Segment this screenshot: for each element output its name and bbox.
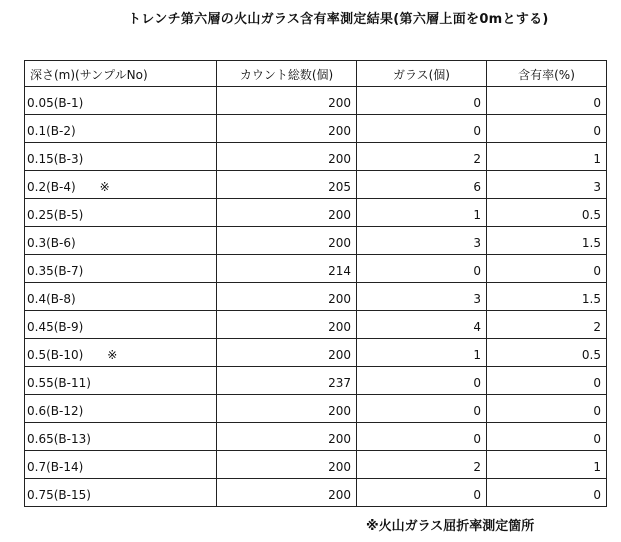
header-rate: 含有率(%): [487, 61, 607, 87]
depth-label: 0.05(B-1): [27, 96, 84, 110]
depth-label: 0.25(B-5): [27, 208, 84, 222]
depth-label: 0.15(B-3): [27, 152, 84, 166]
count-cell: 200: [217, 395, 357, 423]
rate-cell: 2: [487, 311, 607, 339]
count-cell: 237: [217, 367, 357, 395]
rate-cell: 0: [487, 423, 607, 451]
table-row: [25, 199, 607, 227]
table-row: [25, 283, 607, 311]
glass-cell: 1: [357, 199, 487, 227]
table-row: [25, 367, 607, 395]
depth-cell: [25, 283, 217, 311]
depth-cell: [25, 451, 217, 479]
count-cell: 200: [217, 423, 357, 451]
rate-cell: 0: [487, 395, 607, 423]
count-cell: 200: [217, 311, 357, 339]
glass-cell: 3: [357, 227, 487, 255]
header-count: カウント総数(個): [217, 61, 357, 87]
header-depth: 深さ(m)(サンプルNo): [25, 61, 217, 87]
table-row: [25, 255, 607, 283]
depth-cell: [25, 171, 217, 199]
table-row: [25, 171, 607, 199]
count-cell: 200: [217, 339, 357, 367]
depth-label: 0.35(B-7): [27, 264, 84, 278]
glass-cell: 2: [357, 143, 487, 171]
depth-label: 0.55(B-11): [27, 376, 91, 390]
glass-cell: 0: [357, 255, 487, 283]
header-row: [25, 61, 607, 87]
glass-cell: 1: [357, 339, 487, 367]
rate-cell: 0.5: [487, 199, 607, 227]
page-title: トレンチ第六層の火山ガラス含有率測定結果(第六層上面を0mとする): [128, 12, 549, 27]
count-cell: 200: [217, 451, 357, 479]
count-cell: 205: [217, 171, 357, 199]
count-cell: 200: [217, 227, 357, 255]
refraction-mark: ※: [107, 348, 118, 362]
table-row: [25, 87, 607, 115]
depth-label: 0.4(B-8): [27, 292, 76, 306]
count-cell: 200: [217, 115, 357, 143]
rate-cell: 1.5: [487, 227, 607, 255]
depth-label: 0.7(B-14): [27, 460, 84, 474]
depth-cell: [25, 395, 217, 423]
rate-cell: 1: [487, 143, 607, 171]
glass-cell: 2: [357, 451, 487, 479]
rate-cell: 0: [487, 479, 607, 507]
depth-cell: [25, 199, 217, 227]
count-cell: 200: [217, 199, 357, 227]
glass-cell: 0: [357, 423, 487, 451]
depth-label: 0.6(B-12): [27, 404, 84, 418]
glass-cell: 6: [357, 171, 487, 199]
depth-label: 0.5(B-10): [27, 348, 84, 362]
rate-cell: 3: [487, 171, 607, 199]
rate-cell: 0: [487, 87, 607, 115]
rate-cell: 1.5: [487, 283, 607, 311]
table-row: [25, 479, 607, 507]
depth-label: 0.3(B-6): [27, 236, 76, 250]
rate-cell: 0: [487, 115, 607, 143]
footnote: ※火山ガラス屈折率測定箇所: [366, 519, 535, 534]
depth-cell: [25, 87, 217, 115]
glass-cell: 0: [357, 87, 487, 115]
depth-cell: [25, 143, 217, 171]
depth-cell: [25, 339, 217, 367]
refraction-mark: ※: [99, 180, 110, 194]
glass-cell: 0: [357, 367, 487, 395]
count-cell: 200: [217, 479, 357, 507]
depth-label: 0.1(B-2): [27, 124, 76, 138]
glass-content-table: [24, 60, 607, 507]
depth-cell: [25, 367, 217, 395]
glass-cell: 4: [357, 311, 487, 339]
table-row: [25, 423, 607, 451]
count-cell: 214: [217, 255, 357, 283]
table-row: [25, 115, 607, 143]
table-row: [25, 143, 607, 171]
depth-label: 0.45(B-9): [27, 320, 84, 334]
table-row: [25, 451, 607, 479]
rate-cell: 1: [487, 451, 607, 479]
header-glass: ガラス(個): [357, 61, 487, 87]
glass-cell: 0: [357, 395, 487, 423]
depth-cell: [25, 227, 217, 255]
count-cell: 200: [217, 143, 357, 171]
table-row: [25, 227, 607, 255]
depth-cell: [25, 423, 217, 451]
depth-cell: [25, 479, 217, 507]
rate-cell: 0.5: [487, 339, 607, 367]
glass-cell: 3: [357, 283, 487, 311]
glass-cell: 0: [357, 479, 487, 507]
depth-cell: [25, 311, 217, 339]
depth-label: 0.2(B-4): [27, 180, 76, 194]
table-row: [25, 395, 607, 423]
count-cell: 200: [217, 283, 357, 311]
depth-cell: [25, 115, 217, 143]
rate-cell: 0: [487, 255, 607, 283]
depth-label: 0.65(B-13): [27, 432, 91, 446]
rate-cell: 0: [487, 367, 607, 395]
depth-cell: [25, 255, 217, 283]
table-row: [25, 339, 607, 367]
depth-label: 0.75(B-15): [27, 488, 91, 502]
glass-cell: 0: [357, 115, 487, 143]
table-row: [25, 311, 607, 339]
count-cell: 200: [217, 87, 357, 115]
